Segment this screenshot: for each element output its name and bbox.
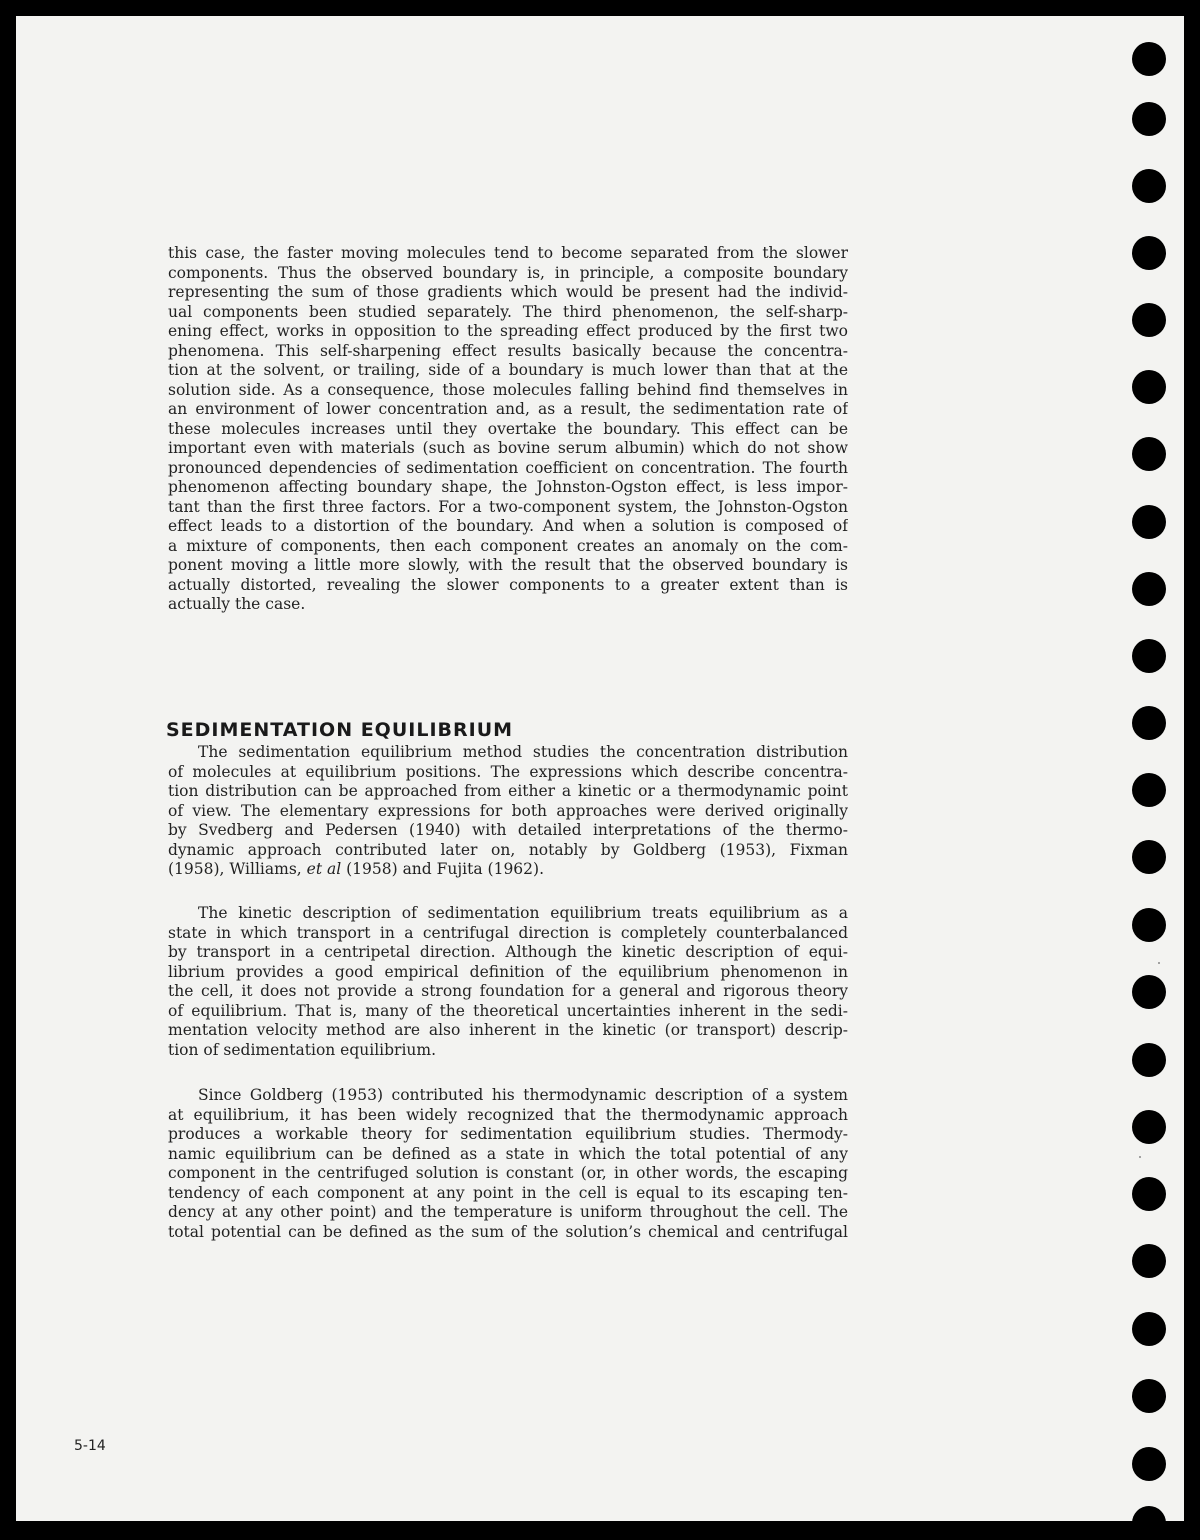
- text-line: phenomenon affecting boundary shape, the Johnston-Ogston effect, is less impor-: [168, 478, 848, 496]
- punch-hole: [1132, 840, 1166, 874]
- page-number: 5-14: [74, 1438, 106, 1454]
- text-line: this case, the faster moving molecules tend to become separated from the slower: [168, 244, 848, 262]
- text-line: phenomena. This self-sharpening effect results basically because the concentra-: [168, 341, 848, 360]
- text-line: the cell, it does not provide a strong foundation for a general and rigorous theory: [168, 982, 848, 1000]
- text-line: actually the case.: [168, 595, 306, 613]
- text-line: The kinetic description of sedimentation equilibrium treats equilibrium as a: [198, 904, 848, 922]
- paragraph-boundary-phenomena: [168, 244, 848, 615]
- paragraph-kinetic-description: [168, 904, 848, 1060]
- text-line: ening effect, works in opposition to the spreading effect produced by the first two: [168, 322, 848, 340]
- paper-speck: [1139, 1156, 1141, 1158]
- text-line: dynamic approach contributed later on, notably by Goldberg (1953), Fixman: [168, 840, 848, 859]
- text-line: by Svedberg and Pedersen (1940) with detailed interpretations of the thermo-: [168, 821, 848, 839]
- punch-hole: [1132, 572, 1166, 606]
- punch-hole: [1132, 370, 1166, 404]
- text-line: state in which transport in a centrifugal direction is completely counterbalanced: [168, 923, 848, 942]
- punch-hole: [1132, 169, 1166, 203]
- text-line: produces a workable theory for sedimentation equilibrium studies. Thermody-: [168, 1125, 848, 1143]
- paper-speck: [1158, 962, 1160, 964]
- punch-hole: [1132, 236, 1166, 270]
- text-line: pronounced dependencies of sedimentation coefficient on concentration. The fourth: [168, 458, 848, 477]
- text-line: of equilibrium. That is, many of the theoretical uncertainties inherent in the sedi-: [168, 1001, 848, 1020]
- punch-hole: [1132, 1244, 1166, 1278]
- document-page: [16, 16, 1184, 1521]
- text-line: (1958), Williams, et al (1958) and Fujita (1962).: [168, 860, 545, 878]
- italic-citation: et al: [306, 860, 342, 878]
- text-line: tion distribution can be approached from either a kinetic or a thermodynamic point: [168, 782, 848, 800]
- text-line: component in the centrifuged solution is constant (or, in other words, the escaping: [168, 1164, 848, 1182]
- punch-hole: [1132, 505, 1166, 539]
- text-line: representing the sum of those gradients which would be present had the individ-: [168, 283, 848, 301]
- punch-hole: [1132, 1506, 1166, 1540]
- text-line: namic equilibrium can be defined as a state in which the total potential of any: [168, 1144, 848, 1163]
- text-line: important even with materials (such as bovine serum albumin) which do not show: [168, 439, 848, 457]
- punch-hole: [1132, 1177, 1166, 1211]
- paragraph-thermodynamic-approach: [168, 1086, 848, 1242]
- punch-hole: [1132, 42, 1166, 76]
- text-line: of view. The elementary expressions for both approaches were derived originally: [168, 801, 848, 820]
- text-line: of molecules at equilibrium positions. The expressions which describe concentra-: [168, 762, 848, 781]
- punch-hole: [1132, 1447, 1166, 1481]
- text-line: effect leads to a distortion of the boundary. And when a solution is composed of: [168, 517, 848, 535]
- punch-hole: [1132, 1043, 1166, 1077]
- text-line: tion of sedimentation equilibrium.: [168, 1040, 437, 1059]
- punch-hole: [1132, 975, 1166, 1009]
- text-line: librium provides a good empirical definition of the equilibrium phenomenon in: [168, 962, 848, 981]
- punch-hole: [1132, 437, 1166, 471]
- text-line: solution side. As a consequence, those molecules falling behind find themselves in: [168, 380, 848, 399]
- text-line: tendency of each component at any point in the cell is equal to its escaping ten-: [168, 1183, 848, 1202]
- punch-hole: [1132, 303, 1166, 337]
- text-line: an environment of lower concentration and, as a result, the sedimentation rate of: [168, 400, 848, 418]
- text-line: at equilibrium, it has been widely recognized that the thermodynamic approach: [168, 1105, 848, 1124]
- text-line: a mixture of components, then each component creates an anomaly on the com-: [168, 536, 848, 555]
- text-line: tion at the solvent, or trailing, side of a boundary is much lower than that at the: [168, 361, 848, 379]
- text-line: these molecules increases until they overtake the boundary. This effect can be: [168, 419, 848, 438]
- text-line: total potential can be defined as the sum of the solution’s chemical and centrifugal: [168, 1222, 848, 1241]
- text-line: ponent moving a little more slowly, with the result that the observed boundary is: [168, 556, 848, 574]
- punch-hole: [1132, 1110, 1166, 1144]
- punch-hole: [1132, 639, 1166, 673]
- punch-hole: [1132, 908, 1166, 942]
- text-line: dency at any other point) and the temperature is uniform throughout the cell. The: [168, 1203, 848, 1221]
- text-line: tant than the first three factors. For a two-component system, the Johnston-Ogston: [168, 497, 848, 516]
- text-line: Since Goldberg (1953) contributed his thermodynamic description of a system: [198, 1086, 848, 1104]
- section-heading: SEDIMENTATION EQUILIBRIUM: [166, 719, 514, 741]
- text-line: actually distorted, revealing the slower components to a greater extent than is: [168, 575, 848, 594]
- text-line: mentation velocity method are also inherent in the kinetic (or transport) descrip-: [168, 1021, 848, 1039]
- punch-hole: [1132, 706, 1166, 740]
- punch-hole: [1132, 1312, 1166, 1346]
- text-line: The sedimentation equilibrium method studies the concentration distribution: [198, 743, 848, 761]
- text-line: components. Thus the observed boundary is, in principle, a composite boundary: [168, 263, 848, 282]
- punch-hole: [1132, 102, 1166, 136]
- text-line: ual components been studied separately. The third phenomenon, the self-sharp-: [168, 302, 848, 321]
- text-line: by transport in a centripetal direction. Although the kinetic description of equi-: [168, 943, 848, 961]
- punch-hole: [1132, 1379, 1166, 1413]
- paragraph-equilibrium-method: [168, 743, 848, 880]
- punch-hole: [1132, 773, 1166, 807]
